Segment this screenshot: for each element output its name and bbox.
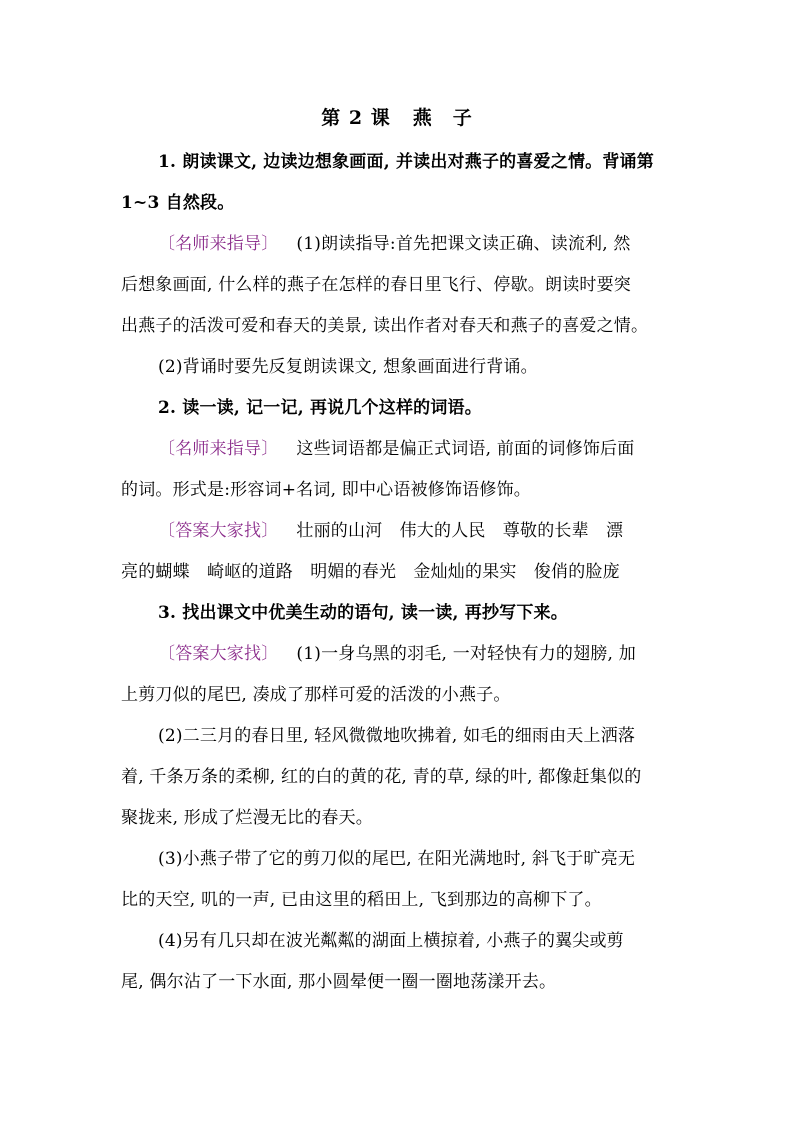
q1-guide-text-1: (1)朗读指导:首先把课文读正确、读流利, 然: [296, 234, 631, 254]
q3-answer-paragraph: [158, 640, 718, 668]
q2-guide-line-2: 的词。形式是:形容词+名词, 即中心语被修饰语修饰。: [121, 480, 531, 500]
q3-answer-2-line-2: 着, 千条万条的柔柳, 红的白的黄的花, 青的草, 绿的叶, 都像赶集似的: [121, 767, 642, 787]
question-1-line-2: 1~3 自然段。: [121, 193, 235, 213]
q1-guide-line-3: 出燕子的活泼可爱和春天的美景, 读出作者对春天和燕子的喜爱之情。: [121, 316, 649, 336]
q3-answer-2-line-3: 聚拢来, 形成了烂漫无比的春天。: [121, 808, 374, 828]
q3-answer-1-text-1: (1)一身乌黑的羽毛, 一对轻快有力的翅膀, 加: [296, 644, 636, 664]
q2-answer-paragraph: [158, 517, 718, 545]
q2-answer-text-1: 壮丽的山河 伟大的人民 尊敬的长辈 漂: [296, 521, 624, 541]
q1-guide-line-2: 后想象画面, 什么样的燕子在怎样的春日里飞行、停歇。朗读时要突: [121, 275, 632, 295]
q2-guide-text-1: 这些词语都是偏正式词语, 前面的词修饰后面: [296, 439, 635, 459]
q1-guide-paragraph-1: [158, 230, 718, 258]
answer-tag: 〔答案大家找〕: [158, 644, 279, 664]
q3-answer-3-line-2: 比的天空, 叽的一声, 已由这里的稻田上, 飞到那边的高柳下了。: [121, 890, 602, 910]
answer-tag: 〔答案大家找〕: [158, 521, 279, 541]
q3-answer-4-line-2: 尾, 偶尔沾了一下水面, 那小圆晕便一圈一圈地荡漾开去。: [121, 972, 557, 992]
q3-answer-1-line-2: 上剪刀似的尾巴, 凑成了那样可爱的活泼的小燕子。: [121, 685, 511, 705]
lesson-number: 第 2 课: [321, 107, 391, 129]
lesson-title: [0, 104, 794, 132]
question-2-line-1: 2. 读一读, 记一记, 再说几个这样的词语。: [158, 398, 482, 418]
q3-answer-4-line-1: (4)另有几只却在波光粼粼的湖面上横掠着, 小燕子的翼尖或剪: [158, 931, 624, 951]
teacher-guide-tag: 〔名师来指导〕: [158, 439, 279, 459]
q2-answer-line-2: 亮的蝴蝶 崎岖的道路 明媚的春光 金灿灿的果实 俊俏的脸庞: [121, 562, 620, 582]
q1-guide-line-4: (2)背诵时要先反复朗读课文, 想象画面进行背诵。: [158, 357, 538, 377]
q2-guide-paragraph: [158, 435, 718, 463]
lesson-name: 燕 子: [412, 107, 473, 129]
question-3-line-1: 3. 找出课文中优美生动的语句, 读一读, 再抄写下来。: [158, 603, 568, 623]
teacher-guide-tag: 〔名师来指导〕: [158, 234, 279, 254]
q3-answer-3-line-1: (3)小燕子带了它的剪刀似的尾巴, 在阳光满地时, 斜飞于旷亮无: [158, 849, 636, 869]
question-1-line-1: 1. 朗读课文, 边读边想象画面, 并读出对燕子的喜爱之情。背诵第: [158, 152, 654, 172]
q3-answer-2-line-1: (2)二三月的春日里, 轻风微微地吹拂着, 如毛的细雨由天上洒落: [158, 726, 636, 746]
